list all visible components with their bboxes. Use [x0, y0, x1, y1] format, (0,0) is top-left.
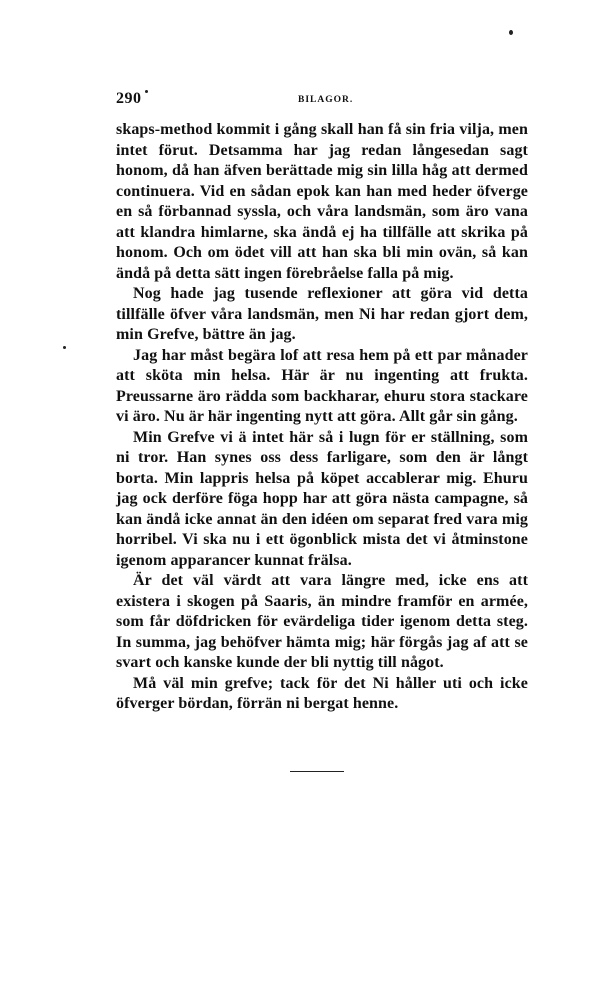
- paragraph: Är det väl värdt att vara längre med, icke ens att existera i skogen på Saaris, än mindre framför en armée, som får döfdricken för evärdeliga tider igenom detta steg. In summa, jag behöfver hämta mig; här förgås jag af att se svart och kanske kunde der bli nyttig till något.: [116, 572, 528, 671]
- ink-speck: [509, 30, 513, 35]
- end-rule: [290, 771, 344, 772]
- paragraph: Må väl min grefve; tack för det Ni håller uti och icke öfverger bördan, förrän ni bergat henne.: [116, 674, 528, 712]
- paragraph: Min Grefve vi ä intet här så i lugn för er ställning, som ni tror. Han synes oss dess farligare, som den är långt borta. Min lappris helsa på köpet accablerar mig. Ehuru jag ock derföre föga hopp har att göra nästa campagne, så kan ändå icke annat än den idéen om separat fred vara mig horribel. Vi ska nu i ett ögonblick mista det vi åtminstone igenom apparancer kunnat frälsa.: [116, 428, 528, 569]
- paragraph: skaps-method kommit i gång skall han få sin fria vilja, men intet förut. Detsamma har jag redan långesedan sagt honom, då han äfven berättade mig sin lilla håg att dermed continuera. Vid en sådan epok kan han med heder öfverge en så förbannad syssla, och våra landsmän, som äro vana att klandra himlarne, ska ändå ej ha tillfälle att skrika på honom. Och om ödet vill att han ska bli min ovän, så kan ändå på detta sätt ingen förebråelse falla på mig.: [116, 121, 528, 282]
- paragraph: Nog hade jag tusende reflexioner att göra vid detta tillfälle öfver våra landsmän, men Ni har redan gjort dem, min Grefve, bättre än jag.: [116, 285, 528, 343]
- paragraph: Jag har måst begära lof att resa hem på ett par månader att sköta min helsa. Här är nu ingenting att frukta. Preussarne äro rädda som backharar, ehuru stora stackare vi äro. Nu är här ingenting nytt att göra. Allt går sin gång.: [116, 346, 528, 425]
- page-header: [116, 90, 528, 110]
- running-head: BILAGOR.: [298, 95, 354, 105]
- page-number: 290: [116, 90, 142, 107]
- letter-body: [116, 120, 528, 715]
- ink-speck: [63, 346, 66, 349]
- ink-speck: [145, 90, 148, 93]
